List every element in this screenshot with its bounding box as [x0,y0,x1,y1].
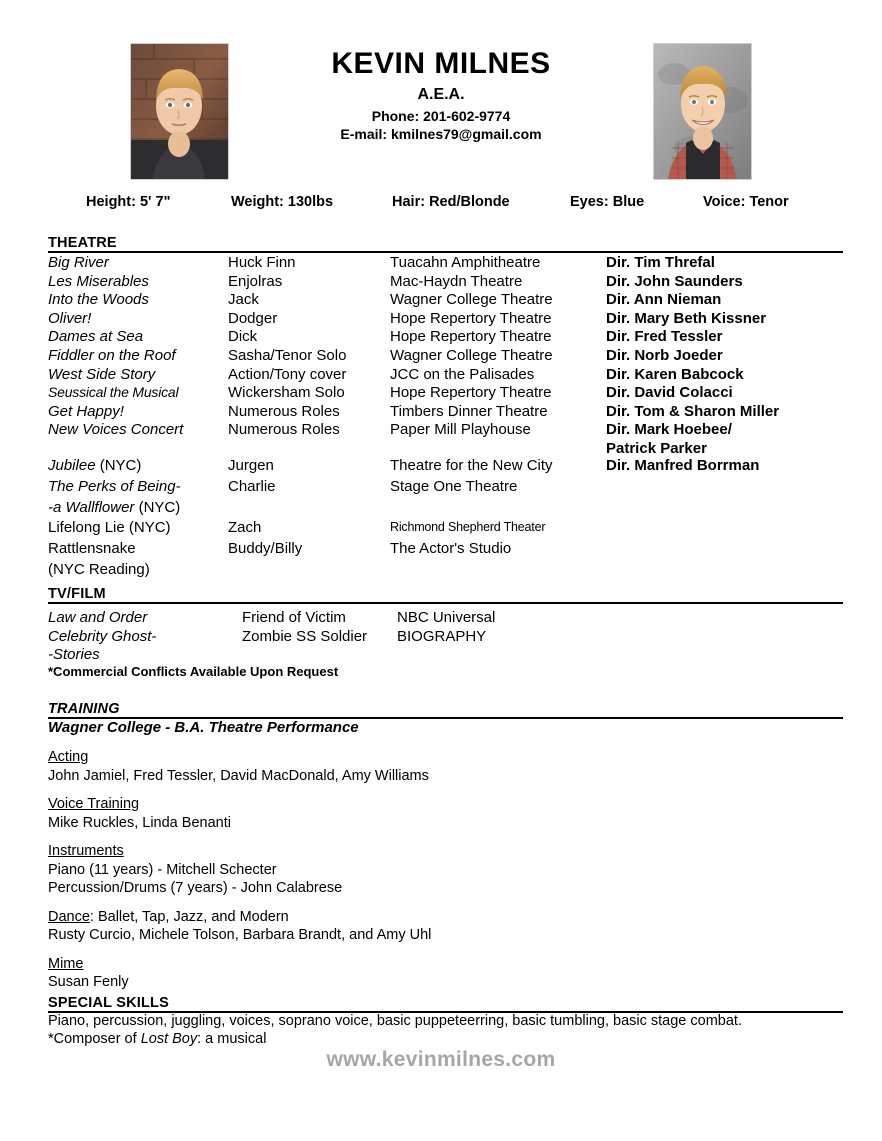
credit-director: Dir. Manfred Borrman [606,457,760,474]
table-row [0,253,820,272]
credit-venue: The Actor's Studio [390,540,512,557]
stat-hair: Hair: Red/Blonde [392,194,510,210]
credit-role: Dick [228,328,258,345]
credit-venue: Hope Repertory Theatre [390,328,552,345]
credit-show: New Voices Concert [48,421,184,438]
credit-role: Friend of Victim [242,609,346,626]
section-heading-training [48,700,843,719]
credit-venue: Hope Repertory Theatre [390,310,552,327]
table-row [0,365,820,384]
credit-show-title: The Perks of Being- [48,478,181,495]
table-row [0,346,820,365]
table-row [0,627,820,646]
credit-show: Les Miserables [48,273,149,290]
section-heading-special-skills-label: SPECIAL SKILLS [48,995,169,1011]
table-row [0,539,820,558]
physical-stats-row [0,194,882,216]
section-heading-theatre [48,234,843,253]
table-row [0,518,820,537]
credit-show [48,498,180,517]
section-heading-theatre-label: THEATRE [48,235,117,251]
credit-director-continued: Patrick Parker [606,440,707,457]
training-subheading [48,956,83,972]
table-row [0,498,820,517]
credit-director: Dir. David Colacci [606,384,733,401]
credit-director: Dir. Mary Beth Kissner [606,310,767,327]
training-subheading-label: Instruments [48,843,124,859]
credit-show-title: Jubilee [48,457,96,474]
stat-weight: Weight: 130lbs [231,194,334,210]
credit-role: Enjolras [228,273,283,290]
credit-director: Dir. John Saunders [606,273,743,290]
resume-header [0,0,882,185]
credit-role: Zombie SS Soldier [242,628,368,645]
table-row [0,383,820,402]
training-detail-line: Percussion/Drums (7 years) - John Calabrese [48,880,343,896]
credit-venue: Tuacahn Amphitheatre [390,254,541,271]
credit-role: Buddy/Billy [228,540,303,557]
composer-work-title: Lost Boy [140,1031,198,1047]
credit-show [48,477,181,496]
credit-role: Action/Tony cover [228,366,347,383]
training-subheading-label: Mime [48,956,84,972]
section-heading-tvfilm [48,585,843,604]
credit-show [48,456,141,475]
credit-director: Dir. Mark Hoebee/ [606,421,732,438]
training-subheading-label: Dance [48,909,90,925]
training-detail-line: Rusty Curcio, Michele Tolson, Barbara Brandt, and Amy Uhl [48,927,432,943]
credit-venue: Hope Repertory Theatre [390,384,552,401]
training-detail-line: Mike Ruckles, Linda Benanti [48,815,231,831]
training-subheading [48,796,139,812]
actor-name: KEVIN MILNES [331,47,551,80]
table-row [0,290,820,309]
credit-role: Charlie [228,478,276,495]
credit-venue: Timbers Dinner Theatre [390,403,548,420]
credit-show [48,539,136,558]
credit-role: Sasha/Tenor Solo [228,347,347,364]
headshot-right [653,43,752,180]
stat-voice: Voice: Tenor [703,194,789,210]
training-detail-line: John Jamiel, Fred Tessler, David MacDonald, Amy Williams [48,768,429,784]
credit-venue: Mac-Haydn Theatre [390,273,523,290]
table-row [0,272,820,291]
commercial-conflicts-note: *Commercial Conflicts Available Upon Request [48,664,339,679]
credit-role: Numerous Roles [228,403,340,420]
credit-show: -Stories [48,646,100,663]
training-subheading-label: Acting [48,749,89,765]
credit-role: Numerous Roles [228,421,340,438]
credit-role: Zach [228,519,262,536]
table-row [0,420,820,439]
headshot-left [130,43,229,180]
table-row [0,456,820,475]
credit-show: Seussical the Musical [48,384,179,400]
section-heading-tvfilm-label: TV/FILM [48,586,106,602]
contact-info [241,108,641,144]
name-block [241,48,641,144]
table-row [0,402,820,421]
credit-show-location: (NYC) [95,457,142,474]
table-row [0,560,820,579]
section-heading-training-label: TRAINING [48,701,120,717]
credit-show: West Side Story [48,366,156,383]
credit-role: Wickersham Solo [228,384,345,401]
credit-director: Dir. Karen Babcock [606,366,744,383]
credit-show [48,518,171,537]
credit-network: BIOGRAPHY [397,628,487,645]
credit-show [48,560,150,579]
composer-suffix: : a musical [197,1031,267,1047]
credit-show: Oliver! [48,310,92,327]
credit-show: Big River [48,254,109,271]
credit-show-location: (NYC) [134,499,181,516]
special-skills-line-2 [48,1031,266,1047]
credit-director: Dir. Norb Joeder [606,347,723,364]
credit-show: Celebrity Ghost- [48,628,157,645]
website-url[interactable]: www.kevinmilnes.com [326,1048,556,1071]
credit-director: Dir. Tom & Sharon Miller [606,403,780,420]
credit-venue: Stage One Theatre [390,478,518,495]
training-subheading-label: Voice Training [48,796,140,812]
training-subheading-detail: : Ballet, Tap, Jazz, and Modern [89,909,289,925]
credit-show-title: Rattlensnake [48,540,136,557]
credit-show: Law and Order [48,609,148,626]
phone-line: Phone: 201-602-9774 [371,108,511,125]
credit-venue: Paper Mill Playhouse [390,421,531,438]
stat-height: Height: 5' 7" [86,194,171,210]
training-detail-line: Susan Fenly [48,974,129,990]
union-affiliation: A.E.A. [417,85,465,103]
credit-show: Dames at Sea [48,328,144,345]
credit-show: Get Happy! [48,403,124,420]
training-detail-line: Piano (11 years) - Mitchell Schecter [48,862,277,878]
section-heading-special-skills [48,994,843,1013]
table-row [0,645,820,664]
training-degree: Wagner College - B.A. Theatre Performance [48,719,359,736]
table-row [0,477,820,496]
credit-role: Jack [228,291,259,308]
credit-role: Jurgen [228,457,274,474]
credit-director: Dir. Fred Tessler [606,328,723,345]
credit-venue: Wagner College Theatre [390,291,553,308]
training-subheading [48,843,124,859]
credit-show-title: -a Wallflower [48,499,135,516]
credit-role: Huck Finn [228,254,296,271]
stat-eyes: Eyes: Blue [570,194,645,210]
email-line: E-mail: kmilnes79@gmail.com [340,126,542,142]
credit-role: Dodger [228,310,278,327]
credit-show: Fiddler on the Roof [48,347,176,364]
credit-director: Dir. Ann Nieman [606,291,722,308]
credit-venue: Wagner College Theatre [390,347,553,364]
credit-venue: JCC on the Palisades [390,366,535,383]
credit-show: Into the Woods [48,291,149,308]
table-row [0,608,820,627]
table-row [0,327,820,346]
credit-show-title: (NYC Reading) [48,561,150,578]
credit-show-title: Lifelong Lie (NYC) [48,519,171,536]
special-skills-line-1: Piano, percussion, juggling, voices, soprano voice, basic puppeteerring, basic tumbling, basic stage combat. [48,1013,742,1029]
credit-venue: Theatre for the New City [390,457,553,474]
composer-prefix: *Composer of [48,1031,141,1047]
table-row [0,309,820,328]
credit-director: Dir. Tim Threfal [606,254,715,271]
credit-venue: Richmond Shepherd Theater [390,520,546,534]
training-subheading [48,909,289,925]
training-subheading [48,749,88,765]
credit-network: NBC Universal [397,609,496,626]
